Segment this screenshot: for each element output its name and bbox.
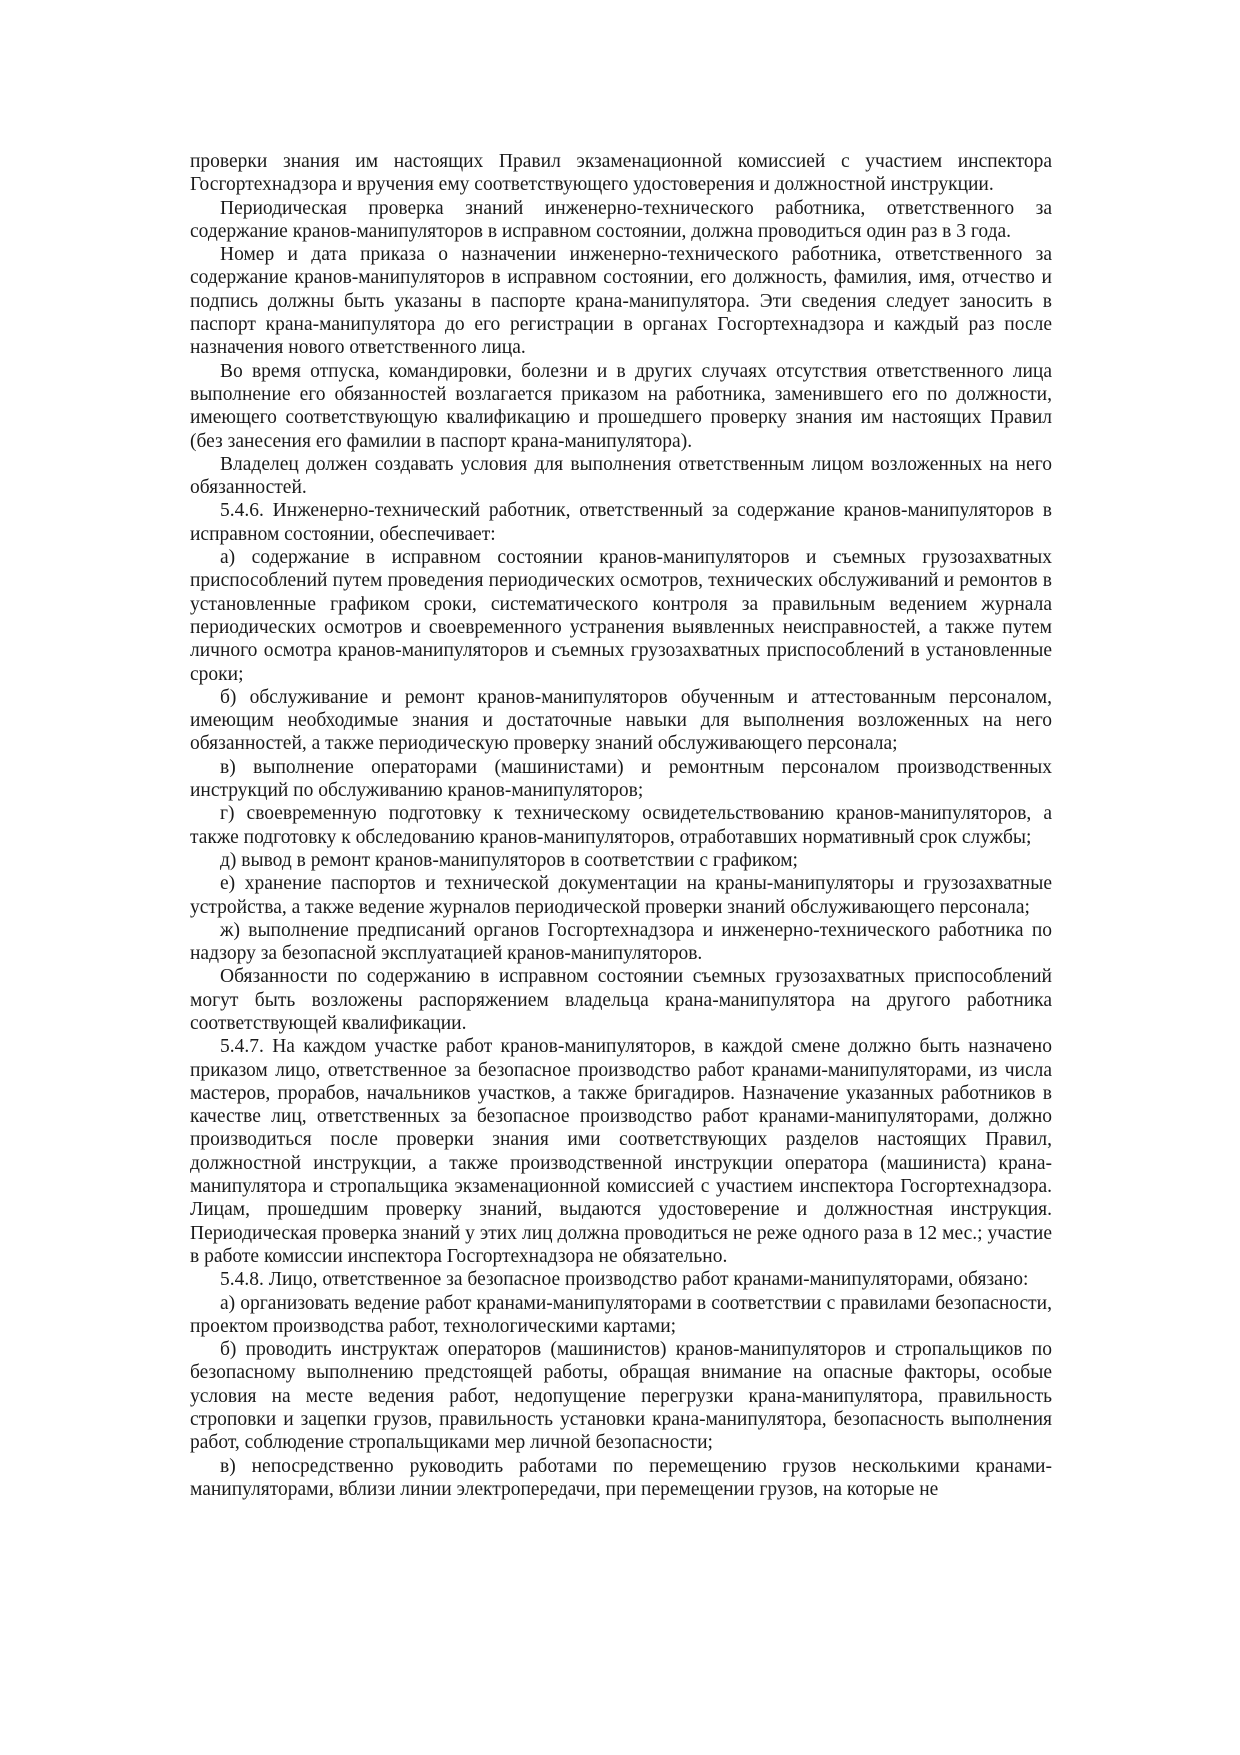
paragraph-owner-conditions: Владелец должен создавать условия для выполнения ответственным лицом возложенных на него обязанностей. bbox=[190, 453, 1052, 499]
list-item-e: е) хранение паспортов и технической документации на краны-манипуляторы и грузозахватные устройства, а также ведение журналов периодической проверки знаний обслуживающего персонала; bbox=[190, 873, 1052, 918]
list-item-g: г) своевременную подготовку к техническому освидетельствованию кранов-манипуляторов, а также подготовку к обследованию кранов-манипуляторов, отработавших нормативный срок службы; bbox=[190, 803, 1052, 848]
list-item-zh: ж) выполнение предписаний органов Госгортехнадзора и инженерно-технического работника по надзору за безопасной эксплуатацией кранов-манипуляторов. bbox=[190, 919, 1052, 965]
list-item-a-2: а) организовать ведение работ кранами-манипуляторами в соответствии с правилами безопасности, проектом производства работ, технологическими картами; bbox=[190, 1292, 1052, 1337]
paragraph-duties: Обязанности по содержанию в исправном состоянии съемных грузозахватных приспособлений могут быть возложены распоряжением владельца крана-манипулятора на другого работника соответствующей квалификации. bbox=[190, 966, 1052, 1034]
document-page bbox=[190, 150, 1052, 1501]
list-item-a: а) содержание в исправном состоянии кранов-манипуляторов и съемных грузозахватных приспособлений путем проведения периодических осмотров, технических обслуживаний и ремонтов в установленные графиком сроки, систематического контроля за правильным ведением журнала периодических осмотров и своевременного устранения выявленных неисправностей, а также путем личного осмотра кранов-манипуляторов и съемных грузозахватных приспособлений в установленные сроки; bbox=[190, 547, 1052, 685]
paragraph-periodic-check: Периодическая проверка знаний инженерно-технического работника, ответственного за содержание кранов-манипуляторов в исправном состоянии, должна проводиться один раз в 3 года. bbox=[190, 197, 1052, 242]
list-item-v: в) выполнение операторами (машинистами) и ремонтным персоналом производственных инструкций по обслуживанию кранов-манипуляторов; bbox=[190, 756, 1052, 802]
paragraph-continuation: проверки знания им настоящих Правил экзаменационной комиссией с участием инспектора Госгортехнадзора и вручения ему соответствующего удостоверения и должностной инструкции. bbox=[190, 151, 1052, 196]
paragraph-absence: Во время отпуска, командировки, болезни и в других случаях отсутствия ответственного лица выполнение его обязанностей возлагается приказом на работника, заменившего его по должности, имеющего соответствующую квалификацию и прошедшего проверку знания им настоящих Правил (без занесения его фамилии в паспорт крана-манипулятора). bbox=[190, 360, 1052, 452]
section-5-4-7: 5.4.7. На каждом участке работ кранов-манипуляторов, в каждой смене должно быть назначено приказом лицо, ответственное за безопасное производство работ кранами-манипуляторами, из числа мастеров, прорабов, начальников участков, а также бригадиров. Назначение указанных работников в качестве лиц, ответственных за безопасное производство работ кранами-манипуляторами, должно производиться после проверки знания ими соответствующих разделов настоящих Правил, должностной инструкции, а также производственной инструкции оператора (машиниста) крана-манипулятора и стропальщика экзаменационной комиссией с участием инспектора Госгортехнадзора. Лицам, прошедшим проверку знаний, выдаются удостоверение и должностная инструкция. Периодическая проверка знаний у этих лиц должна проводиться не реже одного раза в 12 мес.; участие в работе комиссии инспектора Госгортехнадзора не обязательно. bbox=[190, 1036, 1052, 1267]
paragraph-order-number: Номер и дата приказа о назначении инженерно-технического работника, ответственного за содержание кранов-манипуляторов в исправном состоянии, его должность, фамилия, имя, отчество и подпись должны быть указаны в паспорте крана-манипулятора. Эти сведения следует заносить в паспорт крана-манипулятора до его регистрации в органах Госгортехнадзора и каждый раз после назначения нового ответственного лица. bbox=[190, 244, 1052, 359]
section-5-4-8: 5.4.8. Лицо, ответственное за безопасное производство работ кранами-манипуляторами, обязано: bbox=[220, 1269, 1029, 1291]
list-item-b-2: б) проводить инструктаж операторов (машинистов) кранов-манипуляторов и стропальщиков по безопасному выполнению предстоящей работы, обращая внимание на опасные факторы, особые условия на месте ведения работ, недопущение перегрузки крана-манипулятора, правильность строповки и зацепки грузов, правильность установки крана-манипулятора, безопасность выполнения работ, соблюдение стропальщиками мер личной безопасности; bbox=[190, 1339, 1052, 1454]
list-item-b: б) обслуживание и ремонт кранов-манипуляторов обученным и аттестованным персоналом, имеющим необходимые знания и достаточные навыки для выполнения возложенных на него обязанностей, а также периодическую проверку знаний обслуживающего персонала; bbox=[190, 686, 1052, 755]
list-item-v-2: в) непосредственно руководить работами по перемещению грузов несколькими кранами-манипуляторами, вблизи линии электропередачи, при перемещении грузов, на которые не bbox=[190, 1455, 1052, 1500]
section-5-4-6: 5.4.6. Инженерно-технический работник, ответственный за содержание кранов-манипуляторов в исправном состоянии, обеспечивает: bbox=[190, 500, 1052, 545]
list-item-d: д) вывод в ремонт кранов-манипуляторов в соответствии с графиком; bbox=[220, 849, 798, 871]
